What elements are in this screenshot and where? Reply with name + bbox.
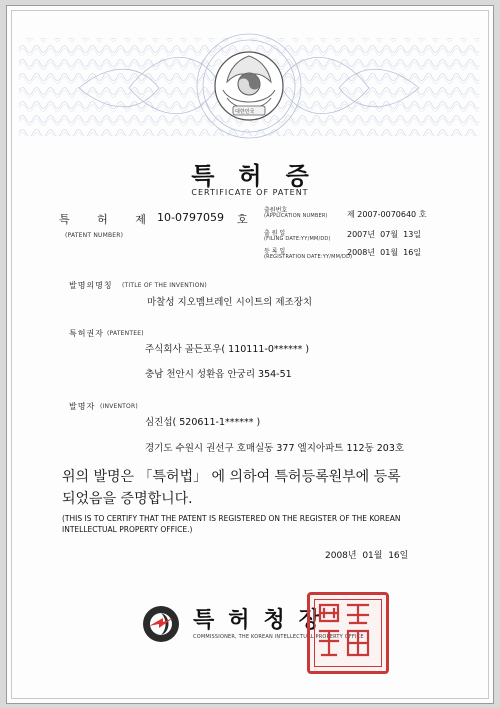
inventor-label-en: (INVENTOR) [100,403,138,410]
registration-label-en: (REGISTRATION DATE:YY/MM/DD) [264,254,353,260]
issue-date: 2008년 01월 16일 [325,551,409,561]
patentee-label: 특허권자 [69,329,104,338]
inventor-address: 경기도 수원시 권선구 호매실동 377 엘지아파트 112동 203호 [145,443,405,454]
application-label: 출원번호 [264,207,288,214]
emblem-text: 대한민국 [235,109,255,115]
patent-number-label-en: (PATENT NUMBER) [65,232,124,239]
seal-glyph-pattern [310,595,380,665]
statement-en-line2: INTELLECTUAL PROPERTY OFFICE.) [62,525,193,534]
application-number: 제 2007-0070640 호 [347,210,427,219]
registration-label: 등 록 일 [264,248,286,255]
patentee-address: 충남 천안시 성환읍 안궁리 354-51 [145,369,292,380]
filing-label: 출 원 일 [264,230,286,237]
decorative-banner [19,28,479,146]
statement-kr-line2: 되었음을 증명합니다. [62,491,193,507]
statement-kr-line1: 위의 발명은 「특허법」 에 의하여 특허등록원부에 등록 [62,469,401,485]
commissioner-title: 특허청장 [193,608,335,633]
invention-label: 발명의명칭 [69,281,113,290]
filing-label-en: (FILING DATE:YY/MM/DD) [264,236,331,242]
application-label-en: (APPLICATION NUMBER) [264,213,328,219]
patentee-name: 주식회사 골든포우( 110111-0****** ) [145,344,310,355]
kipo-logo-icon [141,604,181,644]
statement-en-line1: (THIS IS TO CERTIFY THAT THE PATENT IS REGISTERED ON THE REGISTER OF THE KOREAN [62,514,401,523]
patentee-label-en: (PATENTEE) [107,330,144,337]
invention-title: 마찰성 지오멤브레인 시이트의 제조장치 [147,297,313,308]
certificate-title: 특허증 [191,162,333,190]
filing-date: 2007년 07월 13일 [347,230,422,239]
patent-number: 10-0797059 [157,211,224,224]
registration-date: 2008년 01월 16일 [347,248,422,257]
inventor-label: 발명자 [69,402,96,411]
commissioner-title-en: COMMISSIONER, THE KOREAN INTELLECTUAL PROPERTY OFFICE [193,634,364,640]
certificate-sheet [6,5,494,704]
inventor-name: 심진섭( 520611-1****** ) [145,417,261,428]
invention-label-en: (TITLE OF THE INVENTION) [122,282,207,289]
certificate-title-en: CERTIFICATE OF PATENT [191,188,309,197]
patent-number-label: 특 허 제 [59,213,158,226]
patent-number-suffix: 호 [237,213,248,226]
official-seal [307,592,389,674]
